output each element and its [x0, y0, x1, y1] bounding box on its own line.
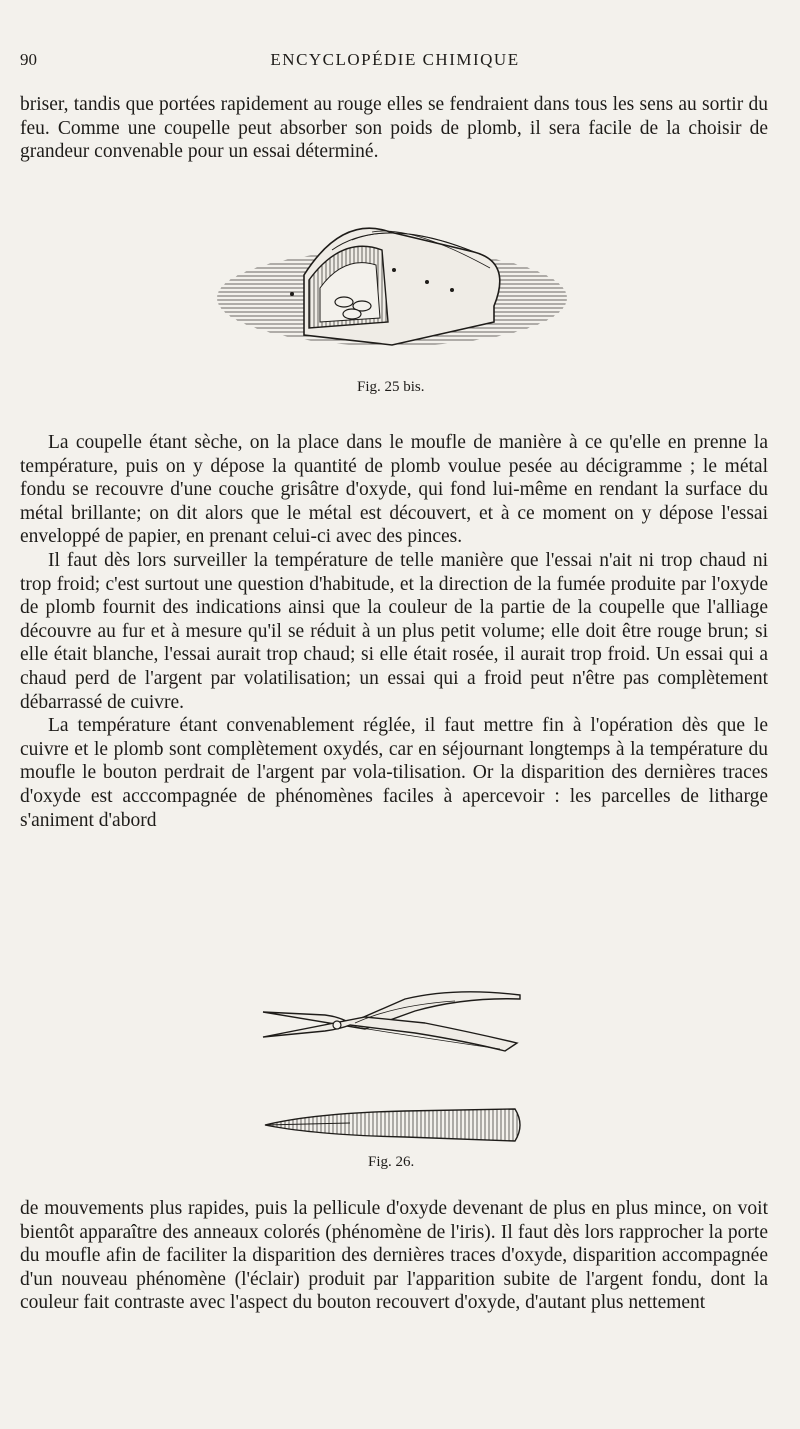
body-text-continued — [20, 1197, 768, 1315]
paragraph-text: Il faut dès lors surveiller la température de telle manière que l'essai n'ait ni trop chaud ni trop froid; c'est surtout une question d'habitude, et la direction de la fumée produite par l'oxyde de plomb fournit des indications ainsi que la couleur de la partie de la coupelle que l'alliage découvre au fur et à mesure qu'il se réduit à un plus petit volume; elle doit être rouge brun; si elle était blanche, l'essai aurait trop chaud; si elle était rosée, il aurait trop froid. Un essai qui a chaud perd de l'argent par volatilisation; un essai qui a froid peut n'être pas complètement débarrassé de cuivre. — [20, 549, 768, 713]
cupel — [343, 309, 361, 319]
paragraph-text: La coupelle étant sèche, on la place dans le moufle de manière à ce qu'elle en prenne la température, puis on y dépose la quantité de plomb voulue pesée au décigramme ; le métal fondu se recouvre d'une couche grisâtre d'oxyde, qui fond lui-même en rendant la surface du métal brillante; on dit alors que le métal est découvert, et à ce moment on y dépose l'essai enveloppé de papier, en prenant celui-ci avec des pinces. — [20, 432, 768, 548]
figure-caption: Fig. 26. — [368, 1154, 415, 1170]
paragraph-text: La température étant convenablement réglée, il faut mettre fin à l'opération dès que le cuivre et le plomb sont complètement oxydés, car en séjournant longtemps à la température du moufle le bouton perdrait de l'argent par vola-tilisation. Or la disparition des dernières traces d'oxyde est acccompagnée de phénomènes faciles à apercevoir : les parcelles de litharge s'animent d'abord — [20, 715, 768, 831]
spatula-handle — [265, 1109, 520, 1141]
muffle-illustration — [212, 210, 592, 370]
running-title: ENCYCLOPÉDIE CHIMIQUE — [270, 50, 520, 69]
page-header — [20, 50, 770, 74]
body-text — [20, 431, 768, 832]
tongs-hinge — [333, 1021, 341, 1029]
page-number: 90 — [20, 50, 37, 69]
paragraph-text: briser, tandis que portées rapidement au rouge elles se fendraient dans tous les sens au sortir du feu. Comme une coupelle peut absorber son poids de plomb, il sera facile de la choisir de grandeur convenable pour un essai déterminé. — [20, 94, 768, 163]
cupel — [335, 297, 353, 307]
figure-caption: Fig. 25 bis. — [357, 379, 425, 395]
tongs-illustration — [255, 985, 535, 1145]
paragraph-continued — [20, 93, 768, 164]
paragraph-text: de mouvements plus rapides, puis la pellicule d'oxyde devenant de plus en plus mince, on voit bientôt apparaître des anneaux colorés (phénomène de l'iris). Il faut dès lors rapprocher la porte du moufle afin de faciliter la disparition des dernières traces d'oxyde, disparition accompagnée d'un nouveau phénomène (l'éclair) produit par l'apparition subite de l'argent fondu, dont la couleur fait contraste avec l'aspect du bouton recouvert d'oxyde, d'autant plus nettement — [20, 1198, 768, 1314]
